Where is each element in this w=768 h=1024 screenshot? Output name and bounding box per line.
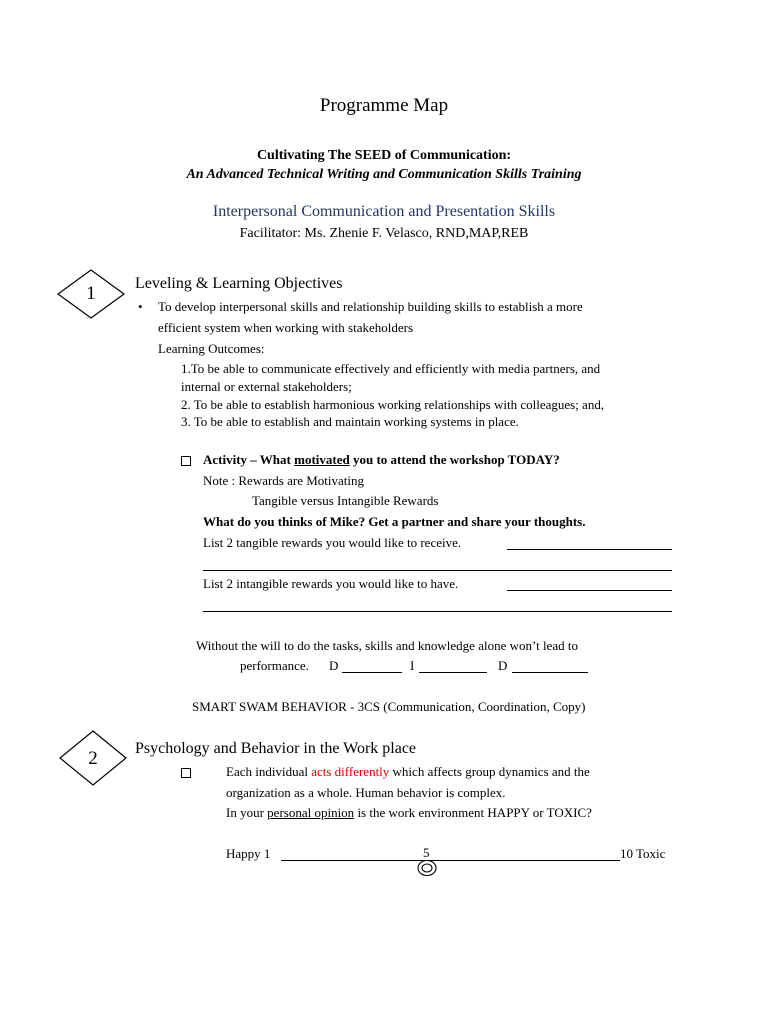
scale-mid-label: 5: [423, 845, 430, 860]
behavior-line-1-prefix: Each individual: [226, 764, 312, 779]
facilitator-line: Facilitator: Ms. Zhenie F. Velasco, RND,MAP,REB: [239, 226, 529, 241]
activity-suffix: you to attend the workshop TODAY?: [349, 452, 560, 467]
page-title: Programme Map: [319, 95, 449, 116]
document-subtitle: Cultivating The SEED of Communication:: [256, 148, 512, 163]
outcome-2: 2. To be able to establish harmonious working relationships with colleagues; and,: [181, 397, 605, 412]
section-2-heading: Psychology and Behavior in the Work place: [135, 740, 417, 757]
section-2-number: 2: [88, 748, 98, 769]
d-blank-2[interactable]: [512, 672, 588, 673]
activity-underlined-word: motivated: [294, 452, 350, 467]
outcome-1-line-2: internal or external stakeholders;: [181, 379, 352, 394]
will-line-2: performance.: [240, 658, 309, 673]
d-blank-1[interactable]: [342, 672, 402, 673]
smart-behavior-line: SMART SWAM BEHAVIOR - 3CS (Communication, Coordination, Copy): [192, 699, 586, 714]
d-label-1: D: [329, 658, 339, 673]
objective-line-2: efficient system when working with stakeholders: [158, 320, 414, 335]
tangible-vs-intangible: Tangible versus Intangible Rewards: [252, 493, 439, 508]
outcome-1-line-1: 1.To be able to communicate effectively and efficiently with media partners, and: [181, 361, 601, 376]
activity-checkbox[interactable]: [181, 456, 191, 466]
intangible-answer-line-2[interactable]: [203, 611, 672, 612]
behavior-line-2: organization as a whole. Human behavior is complex.: [226, 785, 506, 800]
scale-left-label: Happy 1: [226, 846, 271, 861]
acts-differently-highlight: acts differently: [311, 764, 390, 779]
behavior-line-3-suffix: is the work environment HAPPY or TOXIC?: [354, 805, 592, 820]
tangible-answer-line-1[interactable]: [507, 549, 672, 550]
scale-selected-circle-icon: [416, 859, 438, 877]
activity-line: [203, 453, 560, 466]
behavior-line-3: [226, 806, 592, 819]
activity-prefix: Activity – What: [203, 452, 295, 467]
section-1-number: 1: [86, 283, 96, 304]
note-line: Note : Rewards are Motivating: [203, 473, 365, 488]
mike-question: What do you thinks of Mike? Get a partner and share your thoughts.: [203, 514, 586, 529]
list-tangible-prompt: List 2 tangible rewards you would like to receive.: [203, 535, 462, 550]
will-line-1: Without the will to do the tasks, skills and knowledge alone won’t lead to: [196, 638, 578, 653]
i-label: I: [410, 658, 415, 673]
document-subtitle-italic: An Advanced Technical Writing and Communication Skills Training: [186, 167, 582, 182]
section-1-heading: Leveling & Learning Objectives: [135, 275, 343, 292]
objective-line-1: To develop interpersonal skills and relationship building skills to establish a more: [158, 299, 583, 314]
behavior-line-1-suffix: which affects group dynamics and the: [389, 764, 590, 779]
topic-heading: Interpersonal Communication and Presentation Skills: [212, 203, 556, 220]
learning-outcomes-label: Learning Outcomes:: [158, 341, 265, 356]
intangible-answer-line-1[interactable]: [507, 590, 672, 591]
d-label-2: D: [498, 658, 508, 673]
behavior-checkbox[interactable]: [181, 768, 191, 778]
scale-right-label: 10 Toxic: [620, 846, 666, 861]
personal-opinion-underlined: personal opinion: [267, 805, 355, 820]
list-intangible-prompt: List 2 intangible rewards you would like to have.: [203, 576, 459, 591]
i-blank[interactable]: [419, 672, 487, 673]
outcome-3: 3. To be able to establish and maintain working systems in place.: [181, 414, 519, 429]
bullet-dot-icon: •: [138, 299, 143, 314]
behavior-line-3-prefix: In your: [226, 805, 268, 820]
tangible-answer-line-2[interactable]: [203, 570, 672, 571]
behavior-line-1: [226, 765, 590, 778]
happy-toxic-scale-line[interactable]: [281, 860, 620, 861]
